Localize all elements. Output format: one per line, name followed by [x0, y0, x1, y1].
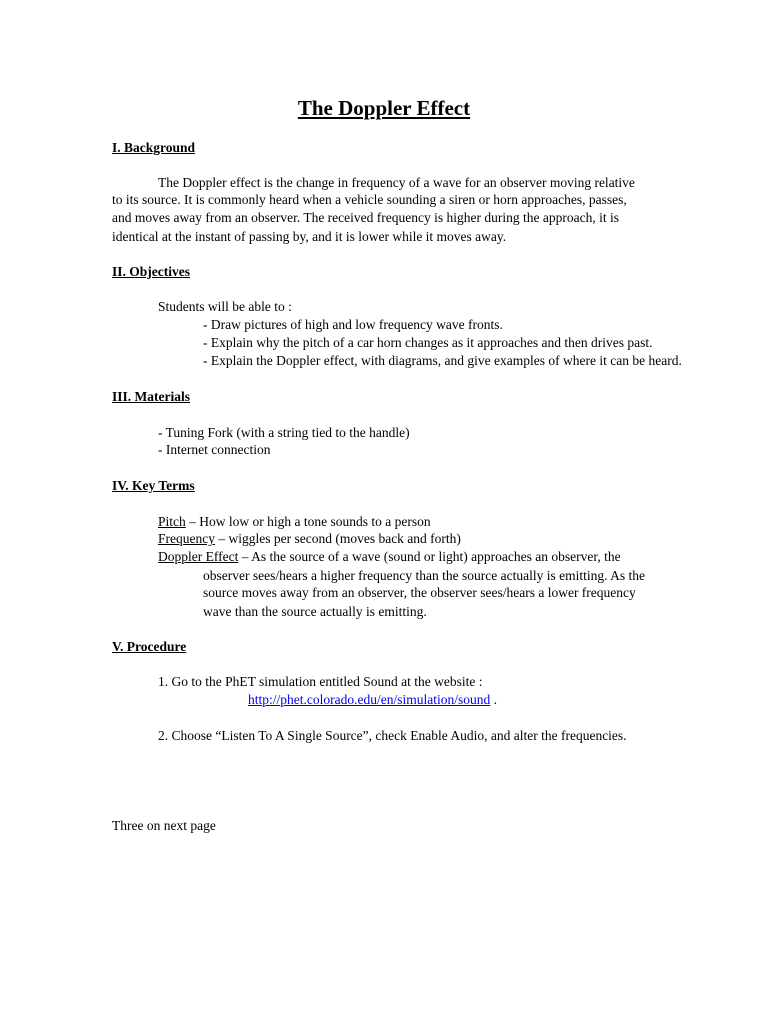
- section-heading-procedure: V. Procedure: [112, 639, 187, 654]
- key-term-pitch: [158, 513, 431, 531]
- definition-pitch: – How low or high a tone sounds to a person: [185, 514, 431, 529]
- objective-item: - Explain the Doppler effect, with diagrams, and give examples of where it can be heard.: [203, 353, 682, 368]
- doppler-definition-line: observer sees/hears a higher frequency than the source actually is emitting. As the: [203, 568, 645, 583]
- footer-note: Three on next page: [112, 818, 216, 833]
- term-frequency: Frequency: [158, 531, 215, 546]
- definition-doppler-effect: – As the source of a wave (sound or light) approaches an observer, the: [238, 549, 621, 564]
- section-heading-background: I. Background: [112, 140, 196, 155]
- doppler-definition-line: wave than the source actually is emitting.: [203, 604, 427, 619]
- background-line-2: to its source. It is commonly heard when a vehicle sounding a siren or horn approaches, passes,: [112, 192, 627, 207]
- phet-sound-link[interactable]: http://phet.colorado.edu/en/simulation/sound: [248, 692, 491, 707]
- doppler-definition-line: source moves away from an observer, the observer sees/hears a lower frequency: [203, 585, 636, 600]
- objective-item: - Explain why the pitch of a car horn changes as it approaches and then drives past.: [203, 335, 653, 350]
- section-heading-objectives: II. Objectives: [112, 264, 190, 279]
- definition-frequency: – wiggles per second (moves back and forth): [214, 531, 461, 546]
- term-doppler-effect: Doppler Effect: [158, 549, 239, 564]
- objectives-intro: Students will be able to :: [158, 299, 292, 314]
- procedure-step-2: 2. Choose “Listen To A Single Source”, check Enable Audio, and alter the frequencies.: [158, 728, 627, 743]
- term-pitch: Pitch: [158, 514, 186, 529]
- section-heading-materials: III. Materials: [112, 389, 190, 404]
- page-title: The Doppler Effect: [297, 96, 471, 120]
- material-item: - Internet connection: [158, 442, 271, 457]
- objective-item: - Draw pictures of high and low frequency wave fronts.: [203, 317, 503, 332]
- key-term-frequency: [158, 530, 461, 548]
- background-line-1: The Doppler effect is the change in frequency of a wave for an observer moving relative: [158, 175, 635, 190]
- procedure-step-1-link-line: [248, 691, 497, 709]
- material-item: - Tuning Fork (with a string tied to the handle): [158, 425, 410, 440]
- background-line-4: identical at the instant of passing by, and it is lower while it moves away.: [112, 229, 507, 244]
- background-line-3: and moves away from an observer. The received frequency is higher during the approach, it is: [112, 210, 619, 225]
- key-term-doppler: [158, 548, 621, 566]
- procedure-step-1: 1. Go to the PhET simulation entitled Sound at the website :: [158, 674, 483, 689]
- link-trailing-period: .: [490, 692, 497, 707]
- section-heading-key-terms: IV. Key Terms: [112, 478, 195, 493]
